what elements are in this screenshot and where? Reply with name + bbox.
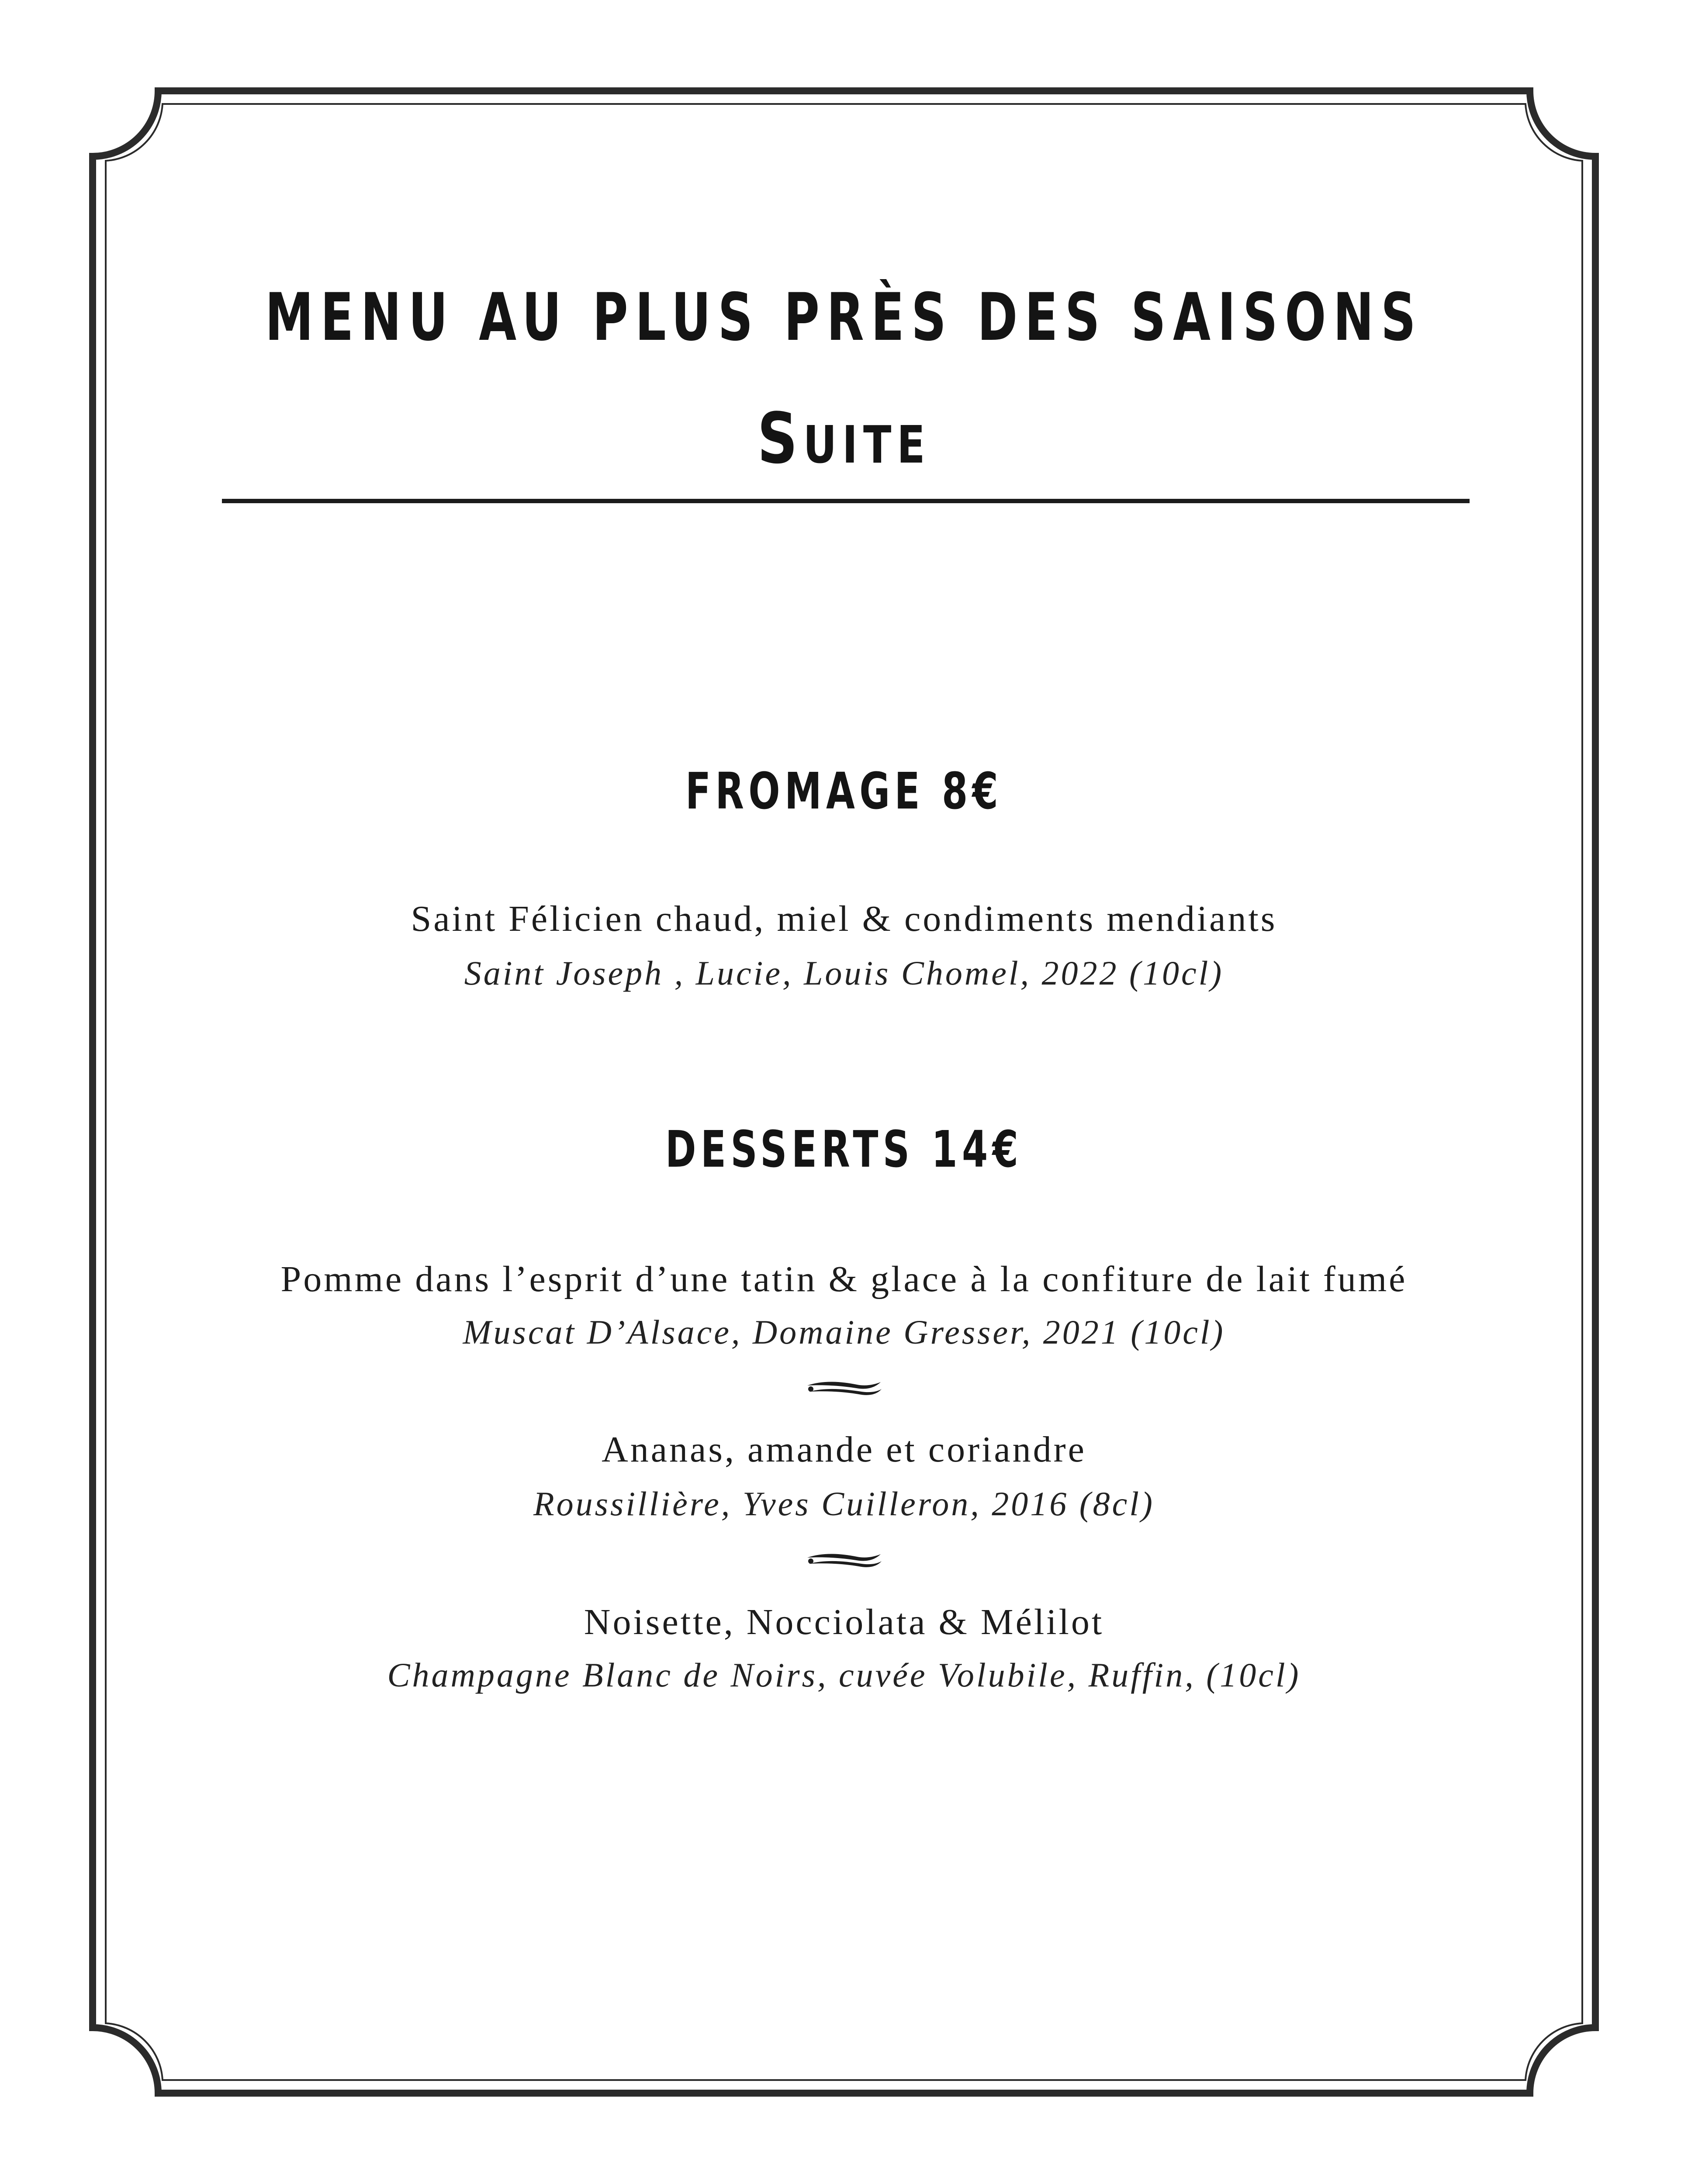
flourish-divider-icon bbox=[805, 1379, 883, 1399]
wine-pairing: Muscat D’Alsace, Domaine Gresser, 2021 (10cl) bbox=[463, 1313, 1225, 1351]
dish-name: Pomme dans l’esprit d’une tatin & glace à la confiture de lait fumé bbox=[280, 1259, 1408, 1299]
section-heading-fromage: FROMAGE 8€ bbox=[685, 762, 1003, 821]
header-divider bbox=[222, 499, 1470, 503]
wine-pairing: Champagne Blanc de Noirs, cuvée Volubile, Ruffin, (10cl) bbox=[387, 1656, 1301, 1694]
section-heading-desserts: DESSERTS 14€ bbox=[665, 1120, 1023, 1179]
dish-name: Noisette, Nocciolata & Mélilot bbox=[584, 1602, 1104, 1642]
outer-frame-border bbox=[93, 91, 1595, 2093]
flourish-divider-icon bbox=[805, 1552, 883, 1571]
menu-title: MENU AU PLUS PRÈS DES SAISONS bbox=[265, 280, 1423, 356]
wine-pairing: Saint Joseph , Lucie, Louis Chomel, 2022 (10cl) bbox=[464, 954, 1224, 992]
subtitle-rest: UITE bbox=[803, 415, 931, 475]
dish-name: Ananas, amande et coriandre bbox=[602, 1429, 1086, 1470]
subtitle-initial: S bbox=[757, 397, 803, 479]
menu-subtitle bbox=[169, 397, 1519, 479]
wine-pairing: Roussillière, Yves Cuilleron, 2016 (8cl) bbox=[533, 1485, 1155, 1523]
dish-name: Saint Félicien chaud, miel & condiments mendiants bbox=[411, 898, 1277, 939]
